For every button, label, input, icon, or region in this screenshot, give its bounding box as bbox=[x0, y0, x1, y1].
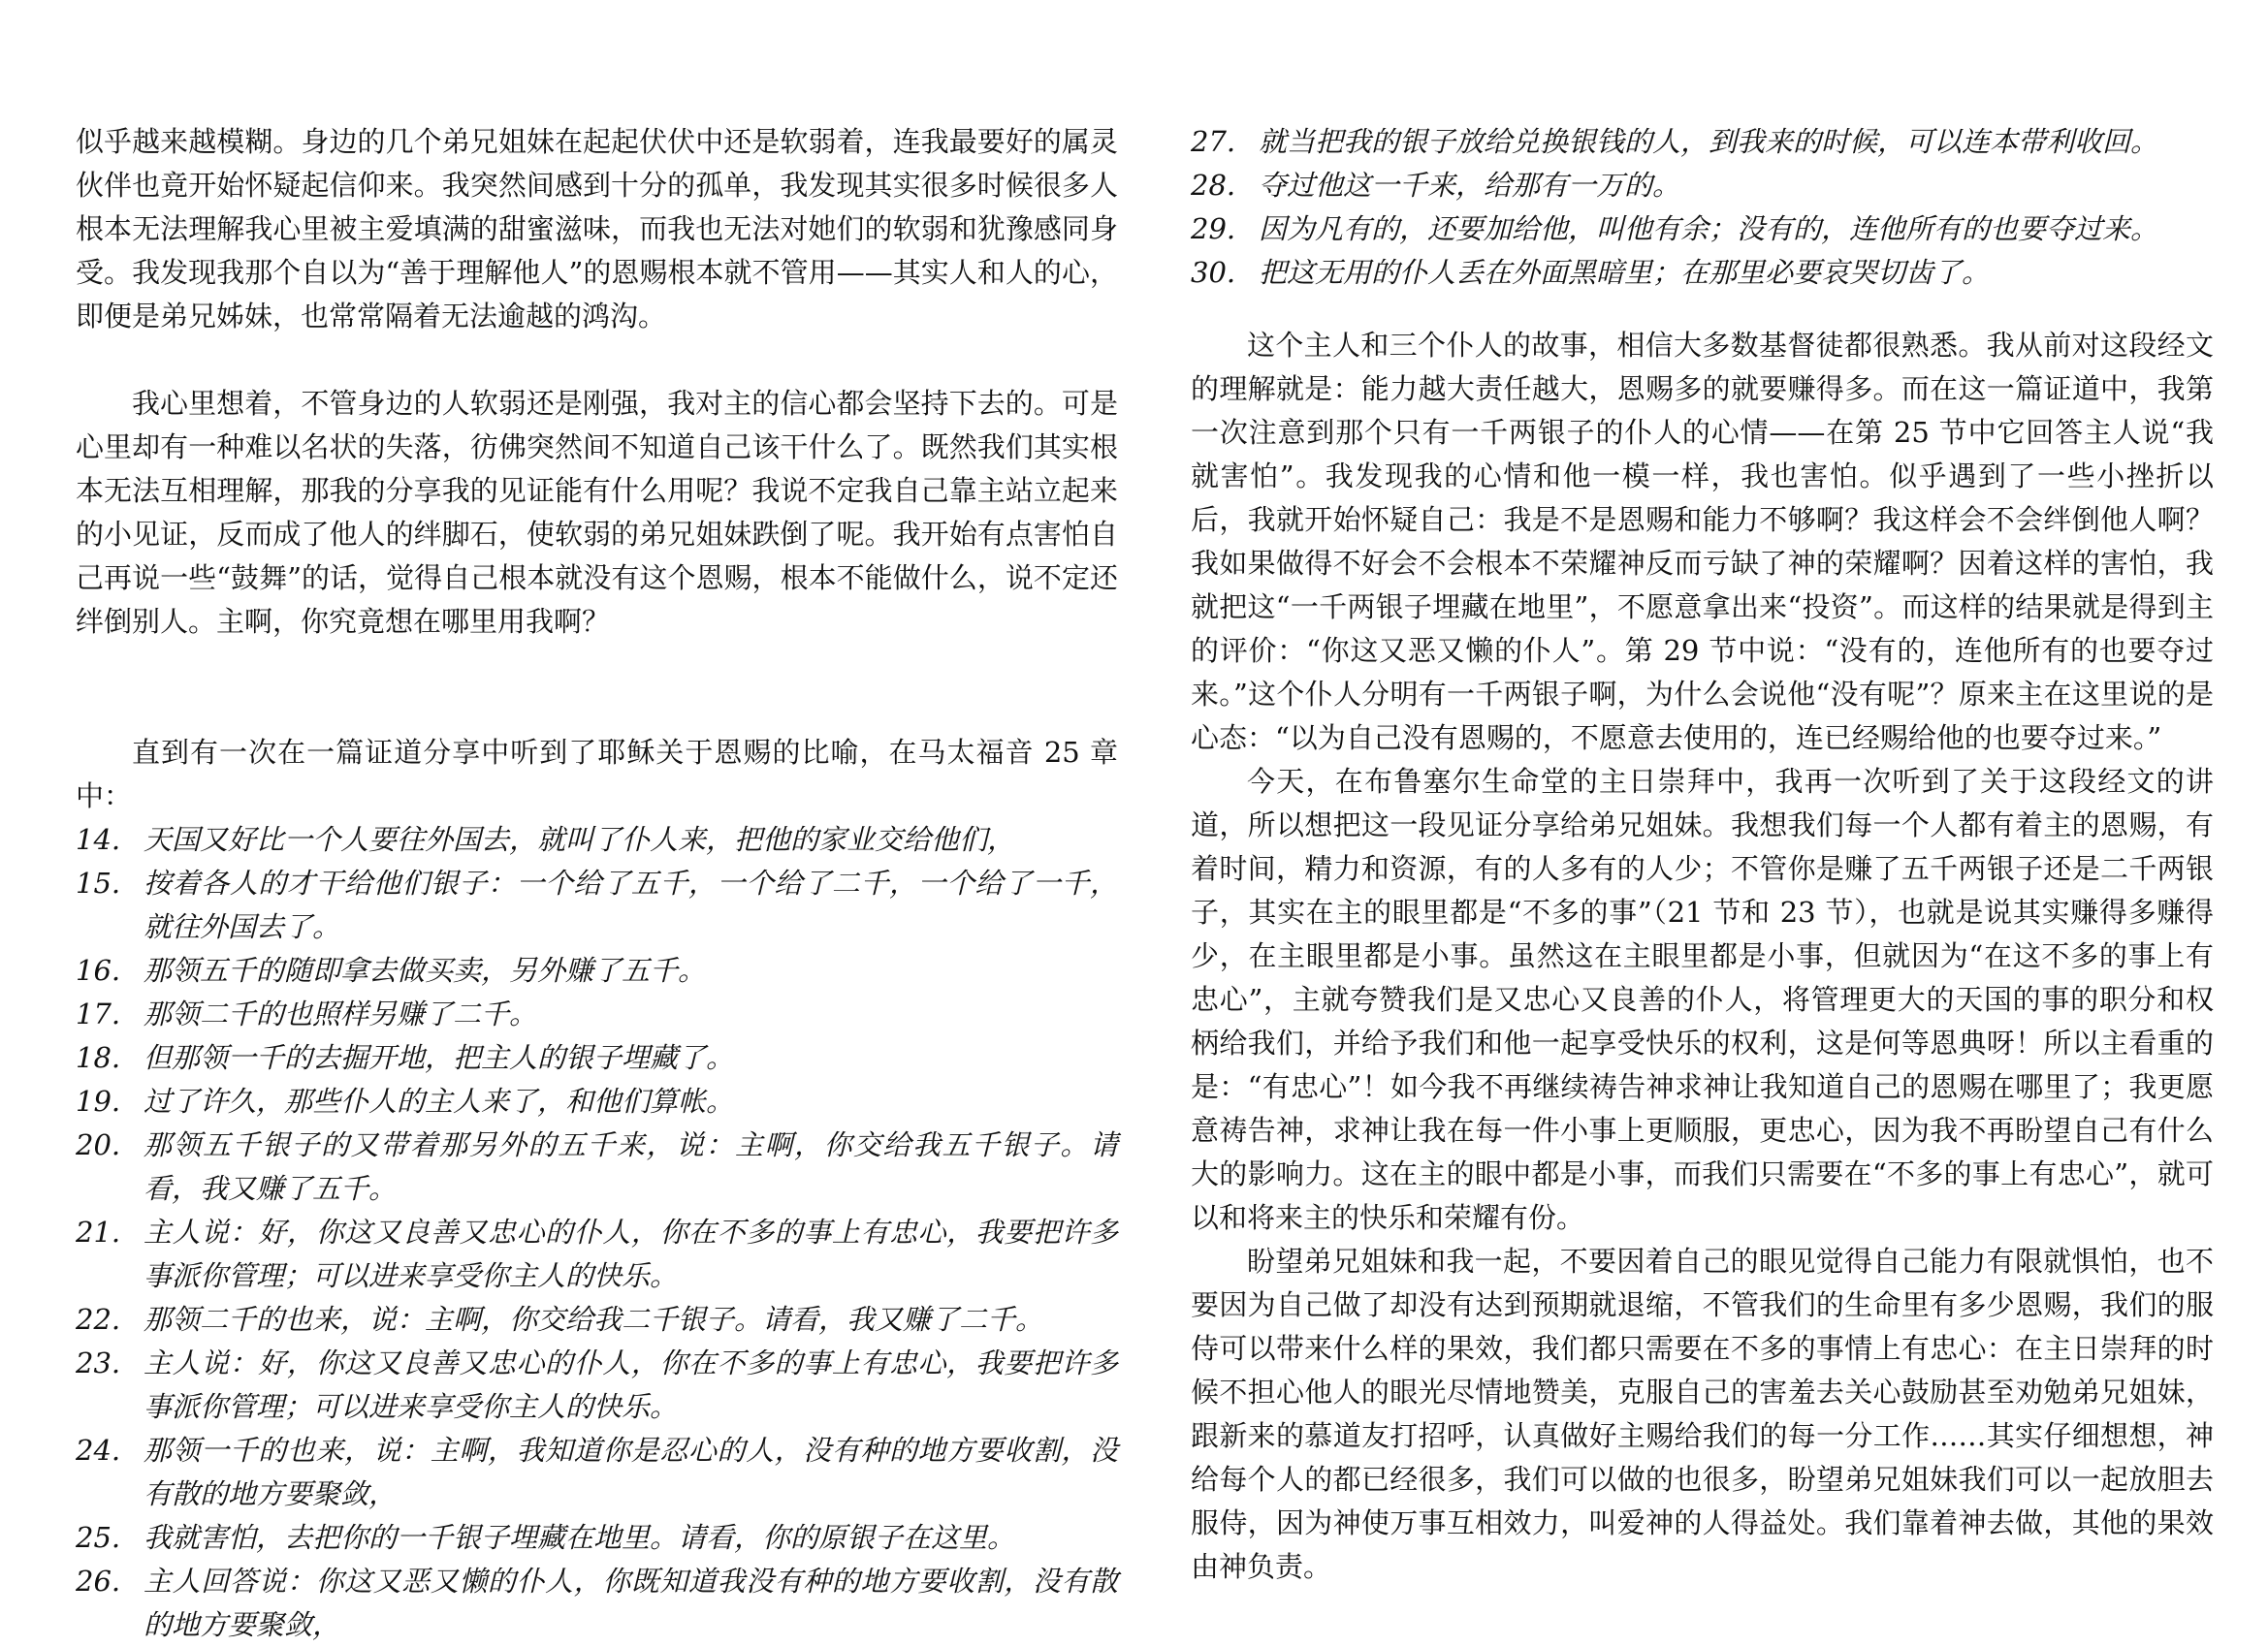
verse-text: 我就害怕，去把你的一千银子埋藏在地里。请看，你的原银子在这里。 bbox=[144, 1521, 1016, 1554]
paragraph-doubt: 我心里想着，不管身边的人软弱还是刚强，我对主的信心都会坚持下去的。可是心里却有一种难以名状的失落，彷佛突然间不知道自己该干什么了。既然我们其实根本无法互相理解，那我的分享我的见证能有什么用呢？我说不定我自己靠主站立起来的小见证，反而成了他人的绊脚石，使软弱的弟兄姐妹跌倒了呢。我开始有点害怕自己再说一些“鼓舞”的话，觉得自己根本就没有这个恩赐，根本不能做什么，说不定还绊倒别人。主啊，你究竟想在哪里用我啊？ bbox=[76, 387, 1118, 638]
paragraph-scripture-intro: 直到有一次在一篇证道分享中听到了耶稣关于恩赐的比喻，在马太福音 25 章中： bbox=[76, 736, 1118, 812]
verse-number: 14. bbox=[76, 823, 121, 856]
verse-27 bbox=[1191, 120, 2214, 164]
verse-number: 18. bbox=[76, 1041, 121, 1074]
verse-number: 26. bbox=[76, 1565, 121, 1598]
left-column bbox=[76, 120, 1118, 1647]
verse-number: 17. bbox=[76, 998, 121, 1030]
verse-text: 过了许久，那些仆人的主人来了，和他们算帐。 bbox=[144, 1085, 735, 1118]
verse-number: 20. bbox=[76, 1128, 121, 1161]
verse-18 bbox=[76, 1036, 1118, 1080]
verse-text: 那领五千的随即拿去做买卖，另外赚了五千。 bbox=[144, 954, 707, 987]
verse-list-matthew-25-left bbox=[76, 818, 1118, 1647]
verse-number: 29. bbox=[1191, 212, 1236, 245]
verse-number: 19. bbox=[76, 1085, 121, 1118]
verse-text: 那领二千的也来，说：主啊，你交给我二千银子。请看，我又赚了二千。 bbox=[144, 1303, 1044, 1336]
verse-number: 15. bbox=[76, 867, 121, 900]
verse-15 bbox=[76, 862, 1118, 949]
verse-number: 24. bbox=[76, 1434, 121, 1467]
verse-list-matthew-25-right bbox=[1191, 120, 2214, 295]
verse-number: 25. bbox=[76, 1521, 121, 1554]
verse-text: 那领五千银子的又带着那另外的五千来，说：主啊，你交给我五千银子。请看，我又赚了五千。 bbox=[144, 1128, 1118, 1205]
verse-22 bbox=[76, 1298, 1118, 1342]
verse-17 bbox=[76, 993, 1118, 1036]
verse-14 bbox=[76, 818, 1118, 862]
verse-21 bbox=[76, 1211, 1118, 1298]
verse-28 bbox=[1191, 164, 2214, 207]
verse-29 bbox=[1191, 207, 2214, 251]
verse-25 bbox=[76, 1516, 1118, 1560]
verse-text: 因为凡有的，还要加给他，叫他有余；没有的，连他所有的也要夺过来。 bbox=[1259, 212, 2159, 245]
verse-20 bbox=[76, 1124, 1118, 1211]
verse-23 bbox=[76, 1342, 1118, 1429]
verse-16 bbox=[76, 949, 1118, 993]
verse-30 bbox=[1191, 251, 2214, 295]
verse-number: 16. bbox=[76, 954, 121, 987]
verse-text: 夺过他这一千来，给那有一万的。 bbox=[1259, 169, 1681, 202]
verse-24 bbox=[76, 1429, 1118, 1516]
verse-text: 主人说：好，你这又良善又忠心的仆人，你在不多的事上有忠心，我要把许多事派你管理；可以进来享受你主人的快乐。 bbox=[144, 1346, 1118, 1423]
verse-text: 天国又好比一个人要往外国去，就叫了仆人来，把他的家业交给他们， bbox=[144, 823, 1016, 856]
paragraph-sunday-sermon: 今天，在布鲁塞尔生命堂的主日崇拜中，我再一次听到了关于这段经文的讲道，所以想把这一段见证分享给弟兄姐妹。我想我们每一个人都有着主的恩赐，有着时间，精力和资源，有的人多有的人少；不管你是赚了五千两银子还是二千两银子，其实在主的眼里都是“不多的事”（21 节和 23 节），也就是说其实赚得多赚得少，在主眼里都是小事。虽然这在主眼里都是小事，但就因为“在这不多的事上有忠心”，主就夸赞我们是又忠心又良善的仆人，将管理更大的天国的事的职分和权柄给我们，并给予我们和他一起享受快乐的权利，这是何等恩典呀！所以主看重的是：“有忠心”！如今我不再继续祷告神求神让我知道自己的恩赐在哪里了；我更愿意祷告神，求神让我在每一件小事上更顺服，更忠心，因为我不再盼望自己有什么大的影响力。这在主的眼中都是小事，而我们只需要在“不多的事上有忠心”，就可以和将来主的快乐和荣耀有份。 bbox=[1191, 765, 2214, 1234]
verse-number: 30. bbox=[1191, 256, 1236, 289]
verse-text: 但那领一千的去掘开地，把主人的银子埋藏了。 bbox=[144, 1041, 735, 1074]
paragraph-closing-hope: 盼望弟兄姐妹和我一起，不要因着自己的眼见觉得自己能力有限就惧怕，也不要因为自己做了却没有达到预期就退缩，不管我们的生命里有多少恩赐，我们的服侍可以带来什么样的果效，我们都只需要在不多的事情上有忠心：在主日崇拜的时候不担心他人的眼光尽情地赞美，克服自己的害羞去关心鼓励甚至劝勉弟兄姐妹，跟新来的慕道友打招呼，认真做好主赐给我们的每一分工作……其实仔细想想，神给每个人的都已经很多，我们可以做的也很多，盼望弟兄姐妹我们可以一起放胆去服侍，因为神使万事互相效力，叫爱神的人得益处。我们靠着神去做，其他的果效由神负责。 bbox=[1191, 1245, 2214, 1583]
verse-number: 27. bbox=[1191, 125, 1236, 158]
verse-19 bbox=[76, 1080, 1118, 1124]
verse-text: 那领二千的也照样另赚了二千。 bbox=[144, 998, 538, 1030]
verse-26 bbox=[76, 1560, 1118, 1647]
verse-number: 22. bbox=[76, 1303, 121, 1336]
verse-text: 主人说：好，你这又良善又忠心的仆人，你在不多的事上有忠心，我要把许多事派你管理；可以进来享受你主人的快乐。 bbox=[144, 1216, 1118, 1292]
verse-text: 按着各人的才干给他们银子：一个给了五千，一个给了二千，一个给了一千，就往外国去了。 bbox=[144, 867, 1118, 943]
verse-text: 主人回答说：你这又恶又懒的仆人，你既知道我没有种的地方要收割，没有散的地方要聚敛， bbox=[144, 1565, 1118, 1641]
verse-number: 21. bbox=[76, 1216, 121, 1249]
right-column bbox=[1191, 120, 2214, 1589]
paragraph-continuation: 似乎越来越模糊。身边的几个弟兄姐妹在起起伏伏中还是软弱着，连我最要好的属灵伙伴也竟开始怀疑起信仰来。我突然间感到十分的孤单，我发现其实很多时候很多人根本无法理解我心里被主爱填满的甜蜜滋味，而我也无法对她们的软弱和犹豫感同身受。我发现我那个自以为“善于理解他人”的恩赐根本就不管用——其实人和人的心，即便是弟兄姊妹，也常常隔着无法逾越的鸿沟。 bbox=[76, 125, 1118, 333]
verse-text: 把这无用的仆人丢在外面黑暗里；在那里必要哀哭切齿了。 bbox=[1259, 256, 1991, 289]
verse-text: 那领一千的也来，说：主啊，我知道你是忍心的人，没有种的地方要收割，没有散的地方要聚敛， bbox=[144, 1434, 1118, 1510]
verse-text: 就当把我的银子放给兑换银钱的人，到我来的时候，可以连本带利收回。 bbox=[1259, 125, 2159, 158]
verse-number: 23. bbox=[76, 1346, 121, 1379]
paragraph-parable-reflection: 这个主人和三个仆人的故事，相信大多数基督徒都很熟悉。我从前对这段经文的理解就是：能力越大责任越大，恩赐多的就要赚得多。而在这一篇证道中，我第一次注意到那个只有一千两银子的仆人的心情——在第 25 节中它回答主人说“我就害怕”。我发现我的心情和他一模一样，我也害怕。似乎遇到了一些小挫折以后，我就开始怀疑自己：我是不是恩赐和能力不够啊？我这样会不会绊倒他人啊？我如果做得不好会不会根本不荣耀神反而亏缺了神的荣耀啊？因着这样的害怕，我就把这“一千两银子埋藏在地里”，不愿意拿出来“投资”。而这样的结果就是得到主的评价：“你这又恶又懒的仆人”。第 29 节中说：“没有的，连他所有的也要夺过来。”这个仆人分明有一千两银子啊，为什么会说他“没有呢”？原来主在这里说的是心态：“以为自己没有恩赐的，不愿意去使用的，连已经赐给他的也要夺过来。” bbox=[1191, 329, 2214, 754]
verse-number: 28. bbox=[1191, 169, 1236, 202]
